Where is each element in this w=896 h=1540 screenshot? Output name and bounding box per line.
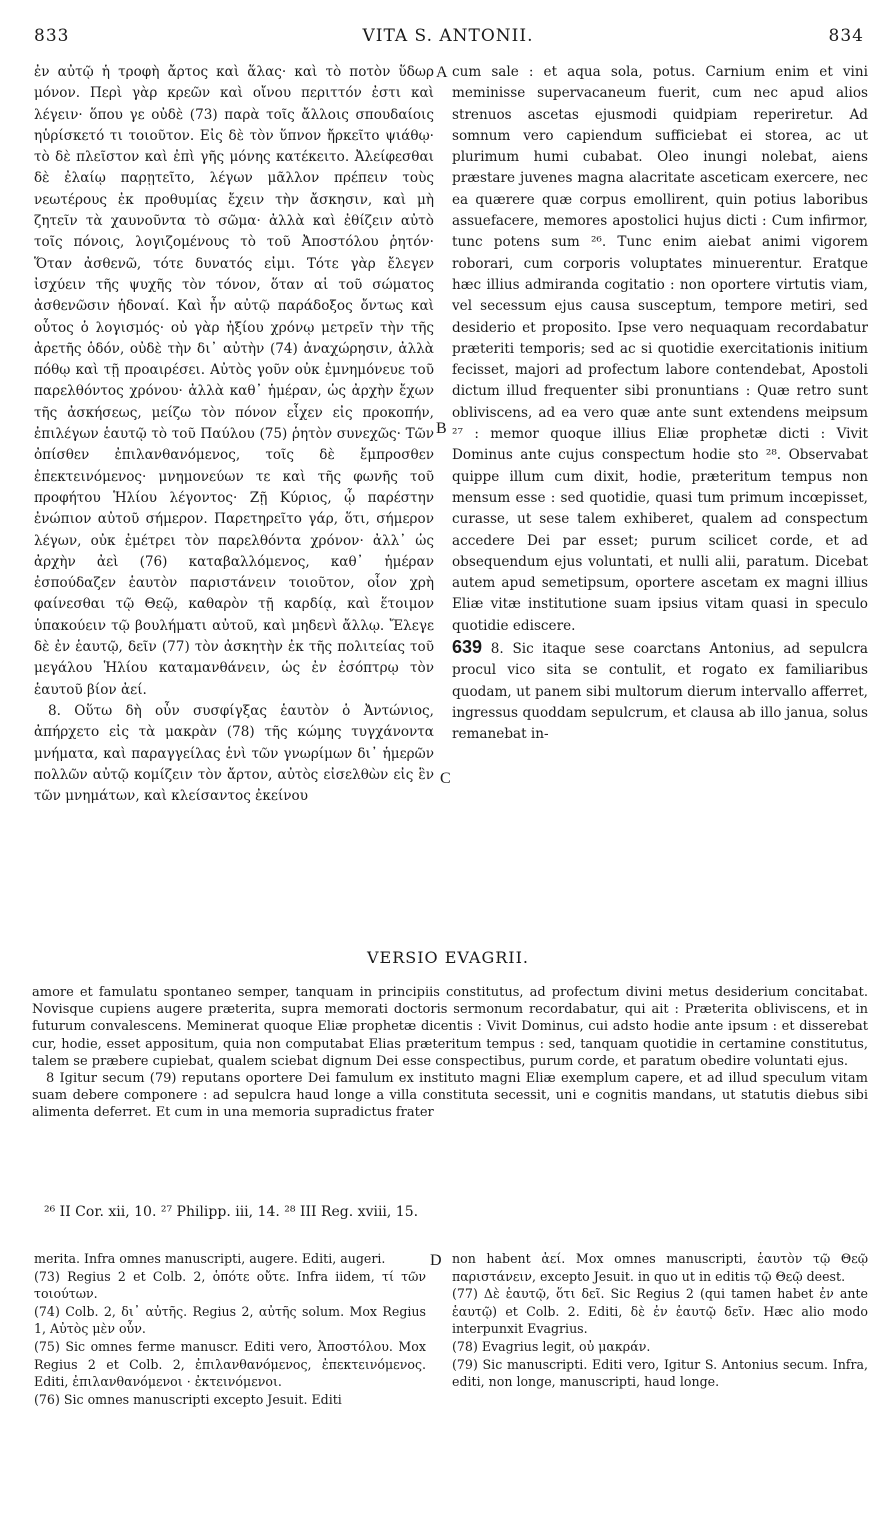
- notes-left-column: [34, 1250, 426, 1510]
- column-number: 639: [452, 637, 483, 658]
- notes-right-column: [452, 1250, 868, 1510]
- note: (76) Sic omnes manuscripti excepto Jesuit. Editi: [34, 1391, 342, 1407]
- greek-paragraph: ἐν αὐτῷ ἡ τροφὴ ἄρτος καὶ ἅλας· καὶ τὸ ποτὸν ὕδωρ μόνον. Περὶ γὰρ κρεῶν καὶ οἴνου περιττόν ἐστι καὶ λέγειν· ὅπου γε οὐδὲ (73) παρὰ τοῖς ἄλλοις σπουδαίοις ηὑρίσκετό τι τοιοῦτον. Εἰς δὲ τὸν ὕπνον ἤρκεῖτο ψιάθῳ· τὸ δὲ πλεῖστον καὶ ἐπὶ γῆς μόνης κατέκειτο. Ἀλείφεσθαι δὲ ἐλαίῳ παρῃτεῖτο, λέγων μᾶλλον πρέπειν τοὺς νεωτέρους ἐκ προθυμίας ἔχειν τὴν ἄσκησιν, καὶ μὴ ζητεῖν τὰ χαυνοῦντα τὸ σῶμα· ἀλλὰ καὶ ἐθίζειν αὐτὸ τοῖς πόνοις, λογιζομένους τὸ τοῦ Ἀποστόλου ῥητόν· Ὅταν ἀσθενῶ, τότε δυνατός εἰμι. Τότε γὰρ ἔλεγεν ἰσχύειν τῆς ψυχῆς τὸν τόνον, ὅταν αἱ τοῦ σώματος ἀσθενῶσιν ἡδοναί. Καὶ ἦν αὐτῷ παράδοξος ὄντως καὶ οὗτος ὁ λογισμός· οὐ γὰρ ἠξίου χρόνῳ μετρεῖν τὴν τῆς ἀρετῆς ὁδόν, οὐδὲ τὴν δι᾽ αὐτὴν (74) ἀναχώρησιν, ἀλλὰ πόθῳ καὶ τῇ προαιρέσει. Αὐτὸς γοῦν οὐκ ἐμνημόνευε τοῦ παρελθόντος χρόνου· ἀλλὰ καθ᾽ ἡμέραν, ὡς ἀρχὴν ἔχων τῆς ἀσκήσεως, μείζω τὸν πόνον εἶχεν εἰς προκοπήν, ἐπιλέγων ἑαυτῷ τὸ τοῦ Παύλου (75) ῥητὸν συνεχῶς· Τῶν ὀπίσθεν ἐπιλανθανόμενος, τοῖς δὲ ἔμπροσθεν ἐπεκτεινόμενος· μνημονεύων τε καὶ τῆς φωνῆς τοῦ προφήτου Ἡλίου λέγοντος· Ζῇ Κύριος, ᾧ παρέστην ἐνώπιον αὐτοῦ σήμερον. Παρετηρεῖτο γάρ, ὅτι, σήμερον λέγων, οὐκ ἐμέτρει τὸν παρελθόντα χρόνον· ἀλλ᾽ ὡς ἀρχὴν ἀεὶ (76) καταβαλλόμενος, καθ᾽ ἡμέραν ἐσπούδαζεν ἑαυτὸν παριστάνειν τοιοῦτον, οἷον χρὴ φαίνεσθαι τῷ Θεῷ, καθαρὸν τῇ καρδίᾳ, καὶ ἕτοιμον ὑπακούειν τῷ βουλήματι αὐτοῦ, καὶ μηδενὶ ἄλλῳ. Ἔλεγε δὲ ἐν ἑαυτῷ, δεῖν (77) τὸν ἀσκητὴν ἐκ τῆς πολιτείας τοῦ μεγάλου Ἡλίου καταμανθάνειν, ὡς ἐν ἐσόπτρῳ τὸν ἑαυτοῦ βίον ἀεί.: [34, 64, 434, 698]
- note: (79) Sic manuscripti. Editi vero, Igitur S. Antonius secum. Infra, editi, non longe, manuscripti, haud longe.: [452, 1356, 868, 1390]
- section-title: VERSIO EVAGRII.: [366, 948, 530, 967]
- note: (73) Regius 2 et Colb. 2, ὁπότε οὔτε. Infra iidem, τί τῶν τοιούτων.: [34, 1268, 426, 1302]
- greek-paragraph-8: 8. Οὕτω δὴ οὖν συσφίγξας ἑαυτὸν ὁ Ἀντώνιος, ἀπήρχετο εἰς τὰ μακρὰν (78) τῆς κώμης τυγχάνοντα μνήματα, καὶ παραγγείλας ἑνὶ τῶν γνωρίμων δι᾽ ἡμερῶν πολλῶν αὐτῷ κομίζειν τὸν ἄρτον, αὐτὸς εἰσελθὼν εἰς ἓν τῶν μνημάτων, καὶ κλείσαντος ἐκείνου: [34, 702, 434, 805]
- latin-column: [452, 62, 868, 922]
- evagrius-version: [32, 984, 868, 1160]
- note: (77) Δὲ ἑαυτῷ, ὅτι δεῖ. Sic Regius 2 (qui tamen habet ἐν ante ἑαυτῷ) et Colb. 2. Editi, δὲ ἐν ἑαυτῷ δεῖν. Hæc alio modo interpunxit Evagrius.: [452, 1286, 868, 1337]
- evagrius-paragraph-8: 8 Igitur secum (79) reputans oportere Dei famulum ex instituto magni Eliæ exemplum capere, et ad illud speculum vitam suam debere componere : ad sepulcra haud longe a villa constituta secessit, uni e cognitis mandans, ut statutis diebus sibi alimenta deferret. Et cum in una memoria supradictus frater: [32, 1071, 868, 1121]
- note: (78) Evagrius legit, οὐ μακράν.: [452, 1338, 651, 1354]
- margin-letter-b: B: [436, 420, 447, 437]
- note: merita. Infra omnes manuscripti, augere. Editi, augeri.: [34, 1251, 386, 1266]
- note: non habent ἀεί. Mox omnes manuscripti, ἑαυτὸν τῷ Θεῷ παριστάνειν, excepto Jesuit. in quo ut in editis τῷ Θεῷ deest.: [452, 1251, 868, 1284]
- latin-paragraph: cum sale : et aqua sola, potus. Carnium enim et vini meminisse supervacaneum fuerit, cum nec apud alios strenuos ascetas ejusmodi quidpiam reperiretur. Ad somnum vero capiendum sufficiebat ei storea, ac ut plurimum humi cubabat. Oleo inungi nolebat, aiens præstare juvenes magna alacritate asceticam exercere, nec ea quærere quæ corpus emollirent, quin potius laboribus assuefacere, memores apostolici hujus dicti : Cum infirmor, tunc potens sum ²⁶. Tunc enim aiebat animi vigorem roborari, cum corporis voluptates minuerentur. Eratque hæc illius admiranda cogitatio : non oportere virtutis viam, vel secessum ejus causa susceptum, tempore metiri, sed desiderio et proposito. Ipse vero nequaquam recordabatur præteriti temporis; sed ac si quotidie exercitationis initium fecisset, majori ad profectum labore contendebat, Apostoli dictum illud frequenter sibi pronuntians : Quæ retro sunt obliviscens, ad ea vero quæ ante sunt extendens meipsum ²⁷ : memor quoque illius Eliæ prophetæ dicti : Vivit Dominus ante cujus conspectum hodie sto ²⁸. Observabat quippe illum cum dixit, hodie, præteritum tempus non mensum esse : sed quotidie, quasi tum primum incœpisset, curasse, ut sese talem exhiberet, qualem ad conspectum accedere Dei par esset; purum scilicet corde, et ad obsequendum ejus voluntati, et nulli alii, paratum. Dicebat autem apud semetipsum, oportere ascetam ex magni illius Eliæ vitæ institutione suam ipsius vitam quasi in speculo quotidie ediscere.: [452, 64, 868, 634]
- page-number-left: 833: [34, 26, 70, 46]
- note: (74) Colb. 2, δι᾽ αὐτῆς. Regius 2, αὐτῆς solum. Mox Regius 1, Αὐτὸς μὲν οὖν.: [34, 1303, 426, 1337]
- margin-letter-c: C: [440, 770, 451, 787]
- evagrius-paragraph: amore et famulatu spontaneo semper, tanquam in principiis constitutus, ad profectum divini metus desiderium concitabat. Novisque cupiens augere præterita, supra memorati doctoris sermonum recordabatur, qui ait : Præterita obliviscens, et in futurum convalescens. Meminerat quoque Eliæ prophetæ dicentis : Vivit Dominus, cui adsto hodie ante ipsum : et disserebat cur, hodie, esset appositum, quia non computabat Elias præteritum tempus : sed, tanquam quotidie in certamine constitutus, talem se præbere cupiebat, qualem sciebat dignum Dei esse conspectibus, purum corde, et paratum obedire voluntati ejus.: [32, 985, 868, 1069]
- margin-letter-d: D: [430, 1252, 442, 1269]
- latin-paragraph-8: 8. Sic itaque sese coarctans Antonius, ad sepulcra procul vico sita se contulit, et rogato ex familiaribus quodam, ut panem sibi multorum dierum intervallo afferret, ingressus quoddam sepulcrum, et clausa ab illo janua, solus remanebat in-: [452, 641, 868, 743]
- margin-letter-a: A: [436, 64, 448, 81]
- page-number-right: 834: [828, 26, 864, 46]
- running-header: [20, 26, 876, 54]
- scripture-footnotes: ²⁶ II Cor. xii, 10. ²⁷ Philipp. iii, 14. ²⁸ III Reg. xviii, 15.: [44, 1204, 419, 1220]
- greek-column: [34, 62, 434, 922]
- note: (75) Sic omnes ferme manuscr. Editi vero, Ἀποστόλου. Mox Regius 2 et Colb. 2, ἐπιλανθανόμενος, ἐπεκτεινόμενος. Editi, ἐπιλανθανόμενοι · ἐκτεινόμενοι.: [34, 1338, 426, 1390]
- running-title: VITA S. ANTONII.: [362, 26, 534, 46]
